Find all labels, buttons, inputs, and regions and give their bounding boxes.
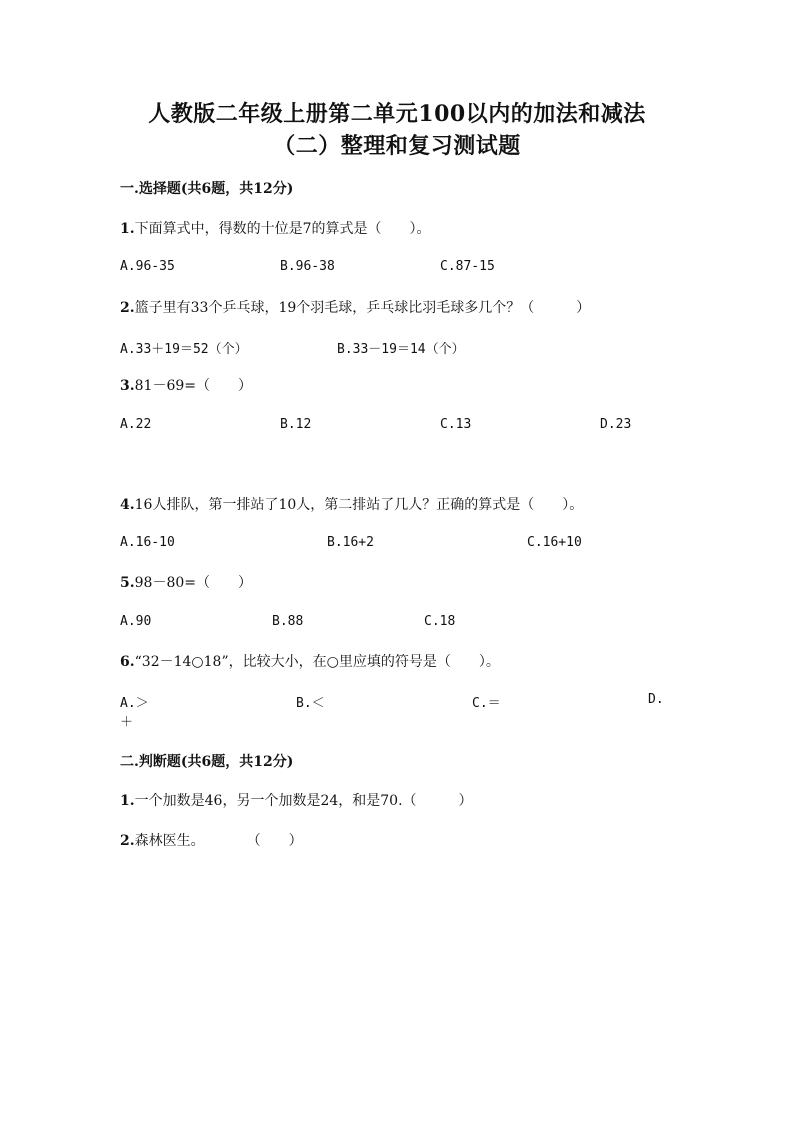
question-text: 16人排队，第一排站了10人，第二排站了几人？正确的算式是（ ）。 — [134, 497, 584, 513]
q2-option-a: A.33＋19＝52（个） — [120, 342, 248, 357]
question-text: 篮子里有33个乒乓球，19个羽毛球，乒乓球比羽毛球多几个？（ ） — [134, 300, 591, 316]
question-1 — [120, 218, 431, 238]
q3-option-d: D.23 — [600, 417, 632, 432]
q4-option-c: C.16+10 — [527, 535, 582, 550]
question-number: 1. — [120, 793, 135, 809]
q5-option-c: C.18 — [424, 614, 456, 629]
question-number: 5. — [120, 575, 135, 591]
q3-option-b: B.12 — [280, 417, 312, 432]
question-text: 98－80=（ ） — [134, 575, 252, 591]
question-number: 1. — [120, 221, 135, 237]
q1-option-a: A.96-35 — [120, 259, 175, 274]
question-3 — [120, 375, 252, 395]
q4-option-b: B.16+2 — [327, 535, 374, 550]
section-heading-true-false: 二.判断题(共6题，共12分) — [120, 754, 294, 770]
question-2 — [120, 297, 590, 317]
question-text: 下面算式中，得数的十位是7的算式是（ ）。 — [134, 221, 431, 237]
page-title-line-2: （二）整理和复习测试题 — [273, 133, 521, 159]
page-title-line-1: 人教版二年级上册第二单元100以内的加法和减法 — [148, 101, 646, 127]
q6-option-d: D. — [648, 692, 664, 707]
tf-question-2 — [120, 830, 303, 850]
q3-option-a: A.22 — [120, 417, 152, 432]
question-text: “32－14○18”，比较大小，在○里应填的符号是（ ）。 — [134, 654, 500, 670]
q2-option-b: B.33－19＝14（个） — [337, 342, 465, 357]
question-number: 4. — [120, 497, 135, 513]
q4-option-a: A.16-10 — [120, 535, 175, 550]
question-number: 2. — [120, 833, 135, 849]
q6-option-a: A.＞ — [120, 696, 149, 711]
question-text: 森林医生。 （ ） — [134, 833, 303, 849]
question-number: 2. — [120, 300, 135, 316]
q5-option-b: B.88 — [272, 614, 304, 629]
q6-option-c: C.＝ — [472, 696, 501, 711]
q1-option-c: C.87-15 — [440, 259, 495, 274]
question-6 — [120, 651, 500, 671]
question-text: 一个加数是46，另一个加数是24，和是70.（ ） — [134, 793, 473, 809]
q6-option-d-symbol: ＋ — [120, 715, 134, 730]
q6-option-b: B.＜ — [296, 696, 325, 711]
question-5 — [120, 572, 252, 592]
question-number: 3. — [120, 378, 135, 394]
section-heading-multiple-choice: 一.选择题(共6题，共12分) — [120, 181, 294, 197]
question-4 — [120, 494, 583, 514]
q5-option-a: A.90 — [120, 614, 152, 629]
tf-question-1 — [120, 790, 473, 810]
question-text: 81－69=（ ） — [134, 378, 252, 394]
question-number: 6. — [120, 654, 135, 670]
q3-option-c: C.13 — [440, 417, 472, 432]
q1-option-b: B.96-38 — [280, 259, 335, 274]
